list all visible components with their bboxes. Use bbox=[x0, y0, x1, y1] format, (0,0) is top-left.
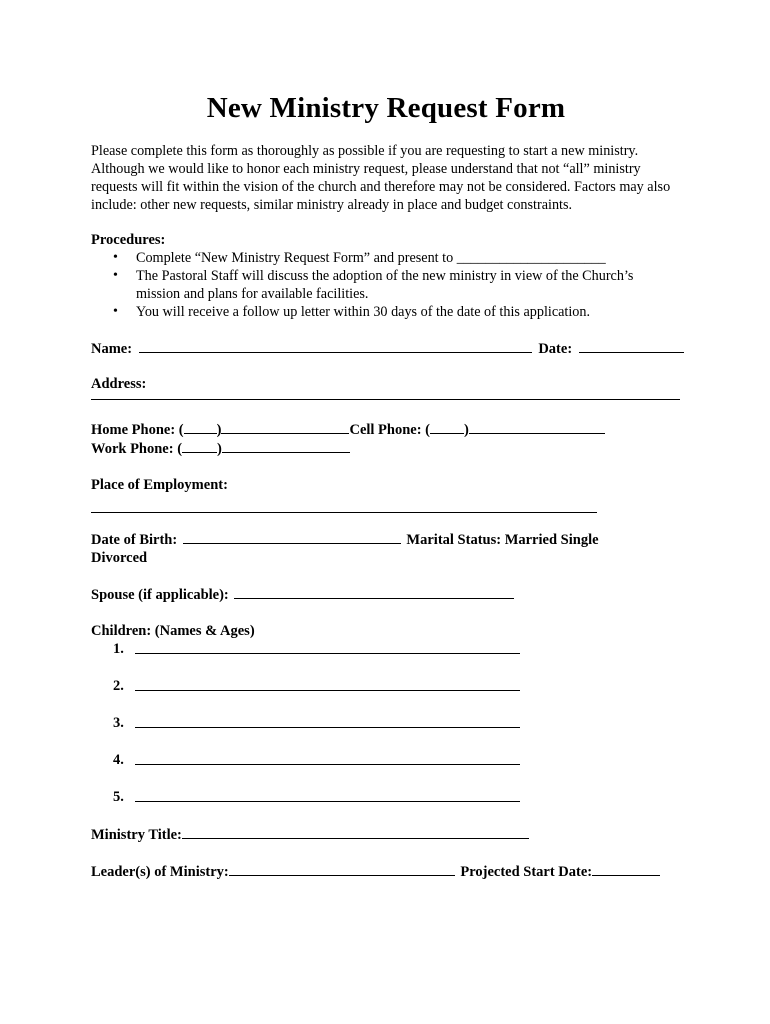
leaders-field[interactable] bbox=[229, 862, 455, 876]
child-name-field[interactable] bbox=[135, 714, 520, 728]
cell-phone-area-code-field[interactable] bbox=[430, 420, 464, 434]
child-entry: 3. bbox=[91, 714, 681, 733]
cell-phone-field[interactable] bbox=[469, 420, 605, 434]
date-field[interactable] bbox=[579, 339, 684, 353]
child-name-field[interactable] bbox=[135, 640, 520, 654]
procedures-heading: Procedures: bbox=[91, 232, 166, 248]
marital-status-label: Marital Status: bbox=[406, 532, 502, 548]
procedure-item: • The Pastoral Staff will discuss the adoption of the new ministry in view of the Church’s mission and plans for available facilities. bbox=[113, 268, 634, 302]
employment-field[interactable] bbox=[91, 512, 597, 513]
employment-label: Place of Employment: bbox=[91, 477, 228, 493]
procedure-item: • You will receive a follow up letter within 30 days of the date of this application. bbox=[113, 304, 591, 320]
home-phone-area-code-field[interactable] bbox=[184, 420, 217, 434]
procedure-item: • Complete “New Ministry Request Form” and present to _____________________ bbox=[113, 250, 606, 266]
married-label: Married bbox=[504, 532, 558, 548]
ministry-title-field[interactable] bbox=[182, 825, 529, 839]
form-title: New Ministry Request Form bbox=[206, 92, 566, 124]
spouse-field[interactable] bbox=[234, 585, 514, 599]
address-label: Address: bbox=[91, 376, 147, 392]
spouse-row bbox=[91, 585, 681, 604]
work-phone-label: Work Phone: ( bbox=[91, 441, 183, 457]
child-name-field[interactable] bbox=[135, 788, 520, 802]
procedures-list bbox=[91, 249, 681, 321]
dob-marital-row bbox=[91, 530, 681, 549]
paren-close: ) bbox=[464, 422, 469, 438]
paren-close: ) bbox=[217, 441, 222, 457]
dob-field[interactable] bbox=[183, 530, 401, 544]
name-label: Name: bbox=[91, 341, 133, 357]
child-entry: 2. bbox=[91, 677, 681, 696]
divorced-label: Divorced bbox=[91, 550, 148, 566]
cell-phone-label: Cell Phone: ( bbox=[349, 422, 431, 438]
leaders-start-row bbox=[91, 862, 681, 881]
home-phone-label: Home Phone: ( bbox=[91, 422, 184, 438]
child-name-field[interactable] bbox=[135, 751, 520, 765]
ministry-title-label: Ministry Title: bbox=[91, 827, 182, 843]
ministry-title-row bbox=[91, 825, 681, 844]
work-phone-area-code-field[interactable] bbox=[182, 439, 217, 453]
dob-label: Date of Birth: bbox=[91, 532, 178, 548]
home-phone-field[interactable] bbox=[221, 420, 349, 434]
children-list bbox=[91, 640, 681, 807]
bullet-icon: • bbox=[113, 268, 118, 283]
bullet-icon: • bbox=[113, 304, 118, 319]
work-phone-row bbox=[91, 439, 681, 458]
intro-paragraph: Please complete this form as thoroughly as possible if you are requesting to start a new ministry. Although we would like to honor each ministry request, please understand that not “all” ministry requests will fit within the vision of the church and therefore may not be considered. Factors may also include: other new requests, similar ministry already in place and budget constraints. bbox=[91, 143, 671, 213]
address-field[interactable] bbox=[91, 399, 680, 400]
paren-close: ) bbox=[216, 422, 222, 438]
name-field[interactable] bbox=[139, 339, 532, 353]
bullet-icon: • bbox=[113, 250, 118, 265]
child-name-field[interactable] bbox=[135, 677, 520, 691]
name-date-row bbox=[91, 339, 681, 358]
work-phone-field[interactable] bbox=[222, 439, 350, 453]
child-entry: 5. bbox=[91, 788, 681, 807]
children-label: Children: (Names & Ages) bbox=[91, 623, 255, 639]
single-label: Single bbox=[560, 532, 599, 548]
spouse-label: Spouse (if applicable): bbox=[91, 587, 229, 603]
leaders-label: Leader(s) of Ministry: bbox=[91, 864, 229, 880]
child-entry: 1. bbox=[91, 640, 681, 659]
home-cell-phone-row bbox=[91, 420, 681, 439]
start-date-field[interactable] bbox=[592, 862, 660, 876]
date-label: Date: bbox=[538, 341, 573, 357]
start-date-label: Projected Start Date: bbox=[460, 864, 593, 880]
child-entry: 4. bbox=[91, 751, 681, 770]
form-page bbox=[91, 92, 681, 881]
